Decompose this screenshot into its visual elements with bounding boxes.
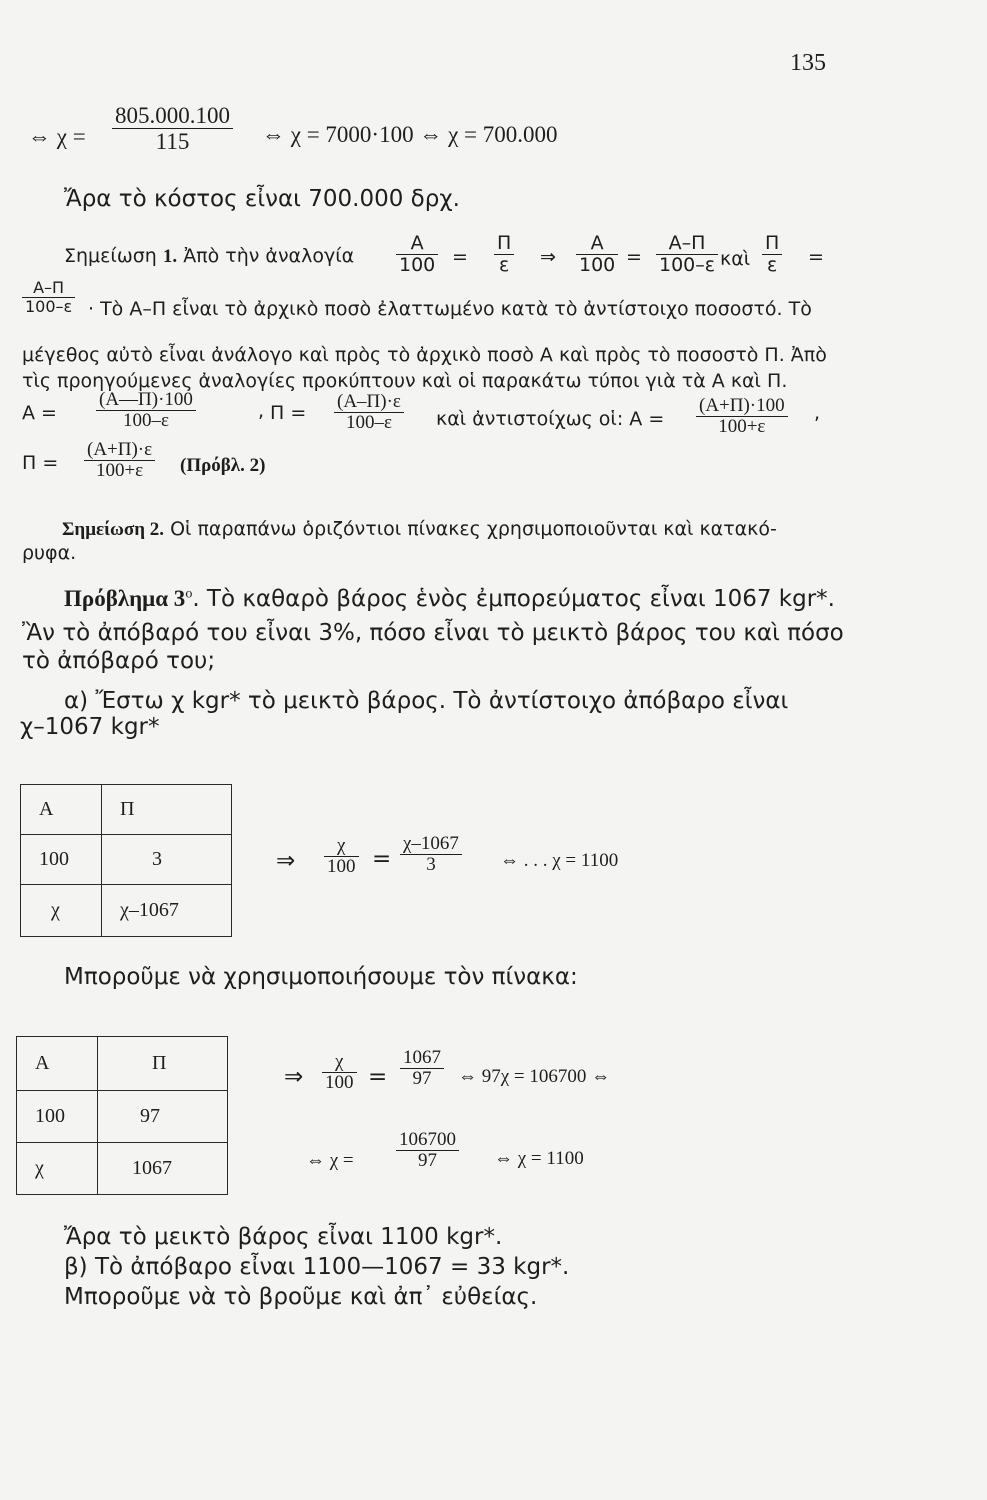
note1-equals-b: = — [626, 246, 642, 268]
eq3-frac-1: $\frac{\chi}{100}$ — [322, 1052, 357, 1094]
note1-text-3: τὶς προηγούμενες ἀναλογίες προκύπτουν καὶ οἱ παρακάτω τύποι γιὰ τὰ Α καὶ Π. — [22, 370, 788, 392]
note2-text-1: Οἱ παραπάνω ὁριζόντιοι πίνακες χρησιμοποιοῦνται καὶ κατακό- — [170, 518, 777, 540]
formula-a2: $\frac{(A+\Pi)\cdot 100}{100+\varepsilon}$ — [696, 396, 788, 438]
note1-text-2: μέγεθος αὐτὸ εἶναι ἀνάλογο καὶ πρὸς τὸ ἀρχικὸ ποσὸ Α καὶ πρὸς τὸ ποσοστὸ Π. Ἀπὸ — [22, 344, 827, 366]
note1-equals-c: = — [808, 246, 824, 268]
table1-header-a: Α — [21, 785, 102, 835]
note2-label: Σημείωση 2. — [62, 519, 165, 540]
eq2-equals: = — [372, 846, 392, 872]
eq1-denominator: 115 — [155, 129, 190, 155]
eq3-implies: ⇒ — [284, 1064, 304, 1090]
eq2-result: ⇔ . . . χ = 1100 — [500, 850, 619, 871]
table2-cell: χ — [17, 1143, 98, 1195]
formula-p-lhs: Π = — [270, 402, 307, 424]
table1-cell: 100 — [21, 835, 102, 885]
problem3-line-3: τὸ ἀπόβαρό του; — [22, 648, 216, 674]
table2-header-p: Π — [98, 1037, 228, 1091]
eq2-implies: ⇒ — [276, 848, 296, 874]
table1-cell: 3 — [102, 835, 232, 885]
note1-text-1: · Τὸ Α–Π εἶναι τὸ ἀρχικὸ ποσὸ ἐλαττωμένο κατὰ τὸ ἀντίστοιχο ποσοστό. Τὸ — [88, 298, 812, 320]
formula-p2: $\frac{(A+\Pi)\cdot\varepsilon}{100+\varepsilon}$ — [84, 440, 155, 482]
table1-cell: χ–1067 — [102, 885, 232, 937]
note2-text-2: ρυφα. — [22, 542, 77, 564]
note1-frac-2: $\frac{\Pi}{\varepsilon}$ — [494, 234, 514, 276]
conclusion-line-3: Μποροῦμε νὰ τὸ βροῦμε καὶ ἀπ᾽ εὐθείας. — [64, 1284, 538, 1310]
formula-respectively: καὶ ἀντιστοίχως οἱ: Α = — [436, 408, 665, 430]
formula-comma-2: , — [814, 402, 821, 424]
conclusion-line-1: Ἄρα τὸ μεικτὸ βάρος εἶναι 1100 kgr*. — [64, 1224, 503, 1250]
problem3-part-a-2: χ–1067 kgr* — [20, 714, 160, 740]
table2-cell: 97 — [98, 1091, 228, 1143]
formula-comma-1: , — [258, 400, 265, 422]
table2-cell: 1067 — [98, 1143, 228, 1195]
note1-frac-3: $\frac{A}{100}$ — [576, 234, 618, 276]
table2-header-a: Α — [17, 1037, 98, 1091]
eq3-frac-2: $\frac{1067}{97}$ — [400, 1048, 444, 1090]
problem3-line-2: Ἂν τὸ ἀπόβαρό του εἶναι 3%, πόσο εἶναι τὸ μεικτὸ βάρος του καὶ πόσο — [22, 620, 844, 646]
eq1-fraction — [112, 104, 233, 154]
note1-label: Σημείωση — [64, 245, 157, 267]
note1-number: 1. — [162, 246, 178, 267]
conclusion-line-2: β) Τὸ ἀπόβαρο εἶναι 1100—1067 = 33 kgr*. — [64, 1254, 570, 1280]
eq4-lhs: ⇔ χ = — [306, 1150, 354, 1171]
note1-frac-4: $\frac{A-\Pi}{100-\varepsilon}$ — [656, 234, 718, 276]
note1-implies: ⇒ — [540, 246, 556, 268]
eq1-rhs: ⇔ χ = 7000·100 ⇔ χ = 700.000 — [262, 122, 558, 147]
use-table-text: Μποροῦμε νὰ χρησιμοποιήσουμε τὸν πίνακα: — [64, 964, 578, 990]
table1-cell: χ — [21, 885, 102, 937]
eq4-result: ⇔ χ = 1100 — [494, 1148, 584, 1169]
note1-frac-5: $\frac{\Pi}{\varepsilon}$ — [762, 234, 782, 276]
note1-kai: καὶ — [720, 248, 751, 270]
note1-equals-a: = — [452, 246, 468, 268]
cost-conclusion: Ἄρα τὸ κόστος εἶναι 700.000 δρχ. — [64, 186, 460, 212]
eq3-result: ⇔ 97χ = 106700 ⇔ — [458, 1066, 611, 1087]
proportion-table-1 — [20, 784, 232, 937]
table1-header-p: Π — [102, 785, 232, 835]
page-number: 135 — [790, 50, 826, 76]
formula-a-lhs: Α = — [22, 402, 57, 424]
eq2-frac-2: $\frac{\chi-1067}{3}$ — [400, 834, 462, 876]
eq1-numerator: 805.000.100 — [112, 104, 233, 129]
table2-cell: 100 — [17, 1091, 98, 1143]
problem-ref: (Πρόβλ. 2) — [180, 455, 266, 476]
eq1-lhs: ⇔ χ = — [28, 124, 86, 149]
problem3-sup: ο — [185, 586, 193, 602]
eq2-frac-1: $\frac{\chi}{100}$ — [324, 836, 359, 878]
eq3-equals: = — [368, 1064, 388, 1090]
problem3-line-1: . Τὸ καθαρὸ βάρος ἑνὸς ἐμπορεύματος εἶναι 1067 kgr*. — [192, 586, 835, 612]
problem3-part-a-1: α) Ἔστω χ kgr* τὸ μεικτὸ βάρος. Τὸ ἀντίστοιχο ἀπόβαρο εἶναι — [64, 688, 789, 714]
formula-p: $\frac{(A-\Pi)\cdot\varepsilon}{100-\varepsilon}$ — [334, 392, 404, 434]
problem3-label: Πρόβλημα 3 — [64, 586, 186, 611]
formula-a: $\frac{(A—\Pi)\cdot 100}{100-\varepsilon}$ — [96, 390, 196, 432]
eq4-frac: $\frac{106700}{97}$ — [396, 1130, 459, 1172]
note1-frac-6: $\frac{A-\Pi}{100-\varepsilon}$ — [22, 280, 75, 315]
formula-p2-lhs: Π = — [22, 452, 59, 474]
proportion-table-2 — [16, 1036, 228, 1195]
note1-intro: Ἀπὸ τὴν ἀναλογία — [183, 245, 355, 267]
note1-frac-1: $\frac{A}{100}$ — [396, 234, 438, 276]
